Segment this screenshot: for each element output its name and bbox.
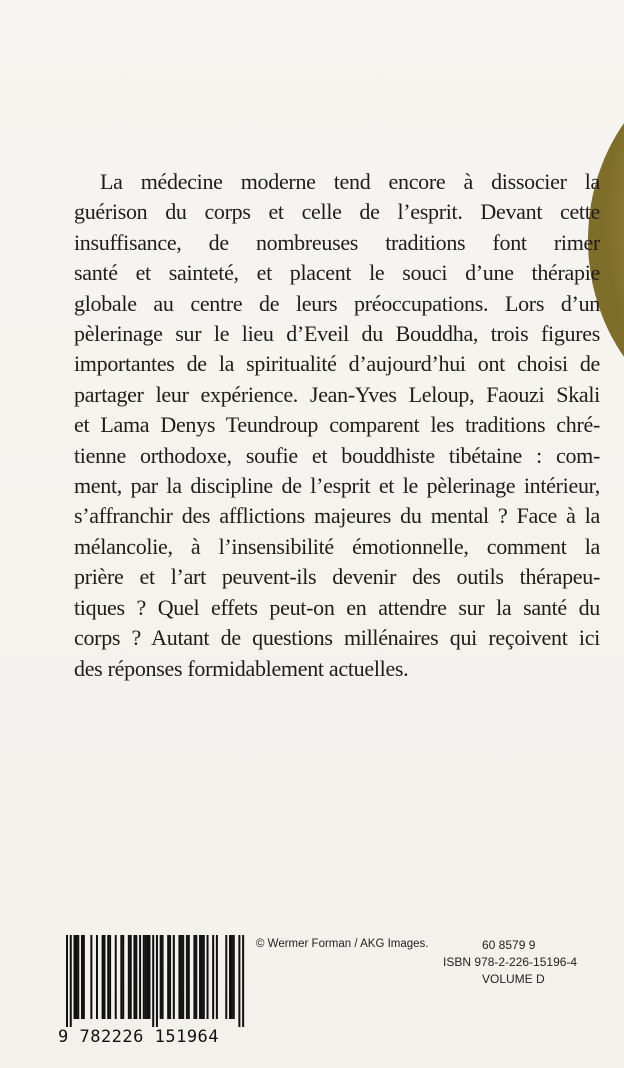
barcode-bar bbox=[143, 935, 145, 1019]
blurb-line: pèlerinage sur le lieu d’Eveil du Bouddha, trois figures bbox=[74, 321, 600, 347]
barcode-bar bbox=[207, 935, 209, 1019]
barcode-bar bbox=[195, 935, 197, 1019]
barcode-bar bbox=[201, 935, 203, 1019]
barcode-bar bbox=[83, 935, 85, 1019]
publisher-codes bbox=[443, 937, 593, 988]
blurb-line: partager leur expérience. Jean-Yves Leloup, Faouzi Skali bbox=[74, 381, 600, 407]
blurb-line: guérison du corps et celle de l’esprit. Devant cette bbox=[74, 199, 600, 225]
isbn-barcode bbox=[58, 935, 248, 1047]
barcode-bar bbox=[199, 935, 201, 1019]
barcode-bar bbox=[180, 935, 182, 1019]
barcode-bar bbox=[145, 935, 147, 1019]
barcode-bar bbox=[135, 935, 137, 1019]
barcode-bar bbox=[162, 935, 164, 1019]
barcode-bar bbox=[233, 935, 235, 1019]
barcode-bar bbox=[182, 935, 184, 1019]
barcode-bar bbox=[242, 935, 244, 1027]
barcode-bar bbox=[152, 935, 154, 1027]
blurb-line: tienne orthodoxe, soufie et bouddhiste tibétaine : com- bbox=[74, 442, 600, 468]
barcode-bar bbox=[231, 935, 233, 1019]
blurb-line: santé et sainteté, et placent le souci d’une thérapie bbox=[74, 260, 600, 286]
back-cover-blurb bbox=[74, 167, 600, 684]
barcode-bar bbox=[70, 935, 72, 1027]
barcode-bar bbox=[128, 935, 130, 1019]
volume-label: VOLUME D bbox=[482, 972, 545, 986]
barcode-bar bbox=[122, 935, 124, 1019]
barcode-bar bbox=[115, 935, 117, 1019]
barcode-bar bbox=[188, 935, 190, 1019]
barcode-bar bbox=[120, 935, 122, 1019]
barcode-bar bbox=[173, 935, 175, 1019]
photo-credit: © Wermer Forman / AKG Images. bbox=[256, 938, 429, 950]
blurb-line: s’affranchir des afflictions majeures du mental ? Face à la bbox=[74, 503, 600, 529]
barcode-bar bbox=[212, 935, 214, 1019]
barcode-bar bbox=[186, 935, 188, 1019]
barcode-bar bbox=[229, 935, 231, 1019]
blurb-line: corps ? Autant de questions millénaires qui reçoivent ici bbox=[74, 625, 600, 651]
blurb-line: des réponses formidablement actuelles. bbox=[74, 655, 409, 681]
barcode-bar bbox=[103, 935, 105, 1019]
barcode-bar bbox=[238, 935, 240, 1027]
barcode-bar bbox=[90, 935, 92, 1019]
blurb-line: ment, par la discipline de l’esprit et le pèlerinage intérieur, bbox=[74, 473, 600, 499]
product-number: 60 8579 9 bbox=[482, 938, 536, 952]
isbn-number: ISBN 978-2-226-15196-4 bbox=[443, 955, 578, 969]
barcode-bar bbox=[216, 935, 218, 1019]
barcode-bar bbox=[75, 935, 77, 1019]
blurb-line: tiques ? Quel effets peut-on en attendre sur la santé du bbox=[74, 594, 600, 620]
barcode-bar bbox=[139, 935, 141, 1019]
barcode-bars bbox=[58, 935, 248, 1027]
blurb-line: importantes de la spiritualité d’aujourd’hui ont choisi de bbox=[74, 351, 600, 377]
barcode-digits: 9 782226 151964 bbox=[58, 1027, 220, 1047]
barcode-bar bbox=[133, 935, 135, 1019]
barcode-bar bbox=[160, 935, 162, 1019]
barcode-bar bbox=[96, 935, 98, 1019]
barcode-bar bbox=[167, 935, 169, 1019]
blurb-line: globale au centre de leurs préoccupations. Lors d’un bbox=[74, 290, 600, 316]
barcode-bar bbox=[107, 935, 109, 1019]
barcode-bar bbox=[130, 935, 132, 1019]
barcode-bar bbox=[178, 935, 180, 1019]
barcode-bar bbox=[109, 935, 111, 1019]
barcode-bar bbox=[148, 935, 150, 1019]
blurb-line: prière et l’art peuvent-ils devenir des outils thérapeu- bbox=[74, 564, 600, 590]
barcode-bar bbox=[225, 935, 227, 1019]
barcode-bar bbox=[193, 935, 195, 1019]
barcode-bar bbox=[73, 935, 75, 1019]
blurb-line: et Lama Denys Teundroup comparent les traditions chré- bbox=[74, 412, 600, 438]
barcode-bar bbox=[102, 935, 104, 1019]
blurb-line: La médecine moderne tend encore à dissocier la bbox=[100, 169, 600, 194]
barcode-bar bbox=[81, 935, 83, 1019]
barcode-bar bbox=[77, 935, 79, 1019]
barcode-bar bbox=[156, 935, 158, 1027]
barcode-bar bbox=[169, 935, 171, 1019]
blurb-line: insuffisance, de nombreuses traditions font rimer bbox=[74, 229, 600, 255]
barcode-bar bbox=[203, 935, 205, 1019]
barcode-bar bbox=[66, 935, 68, 1027]
barcode-bar bbox=[147, 935, 149, 1019]
blurb-line: mélancolie, à l’insensibilité émotionnelle, comment la bbox=[74, 533, 600, 559]
